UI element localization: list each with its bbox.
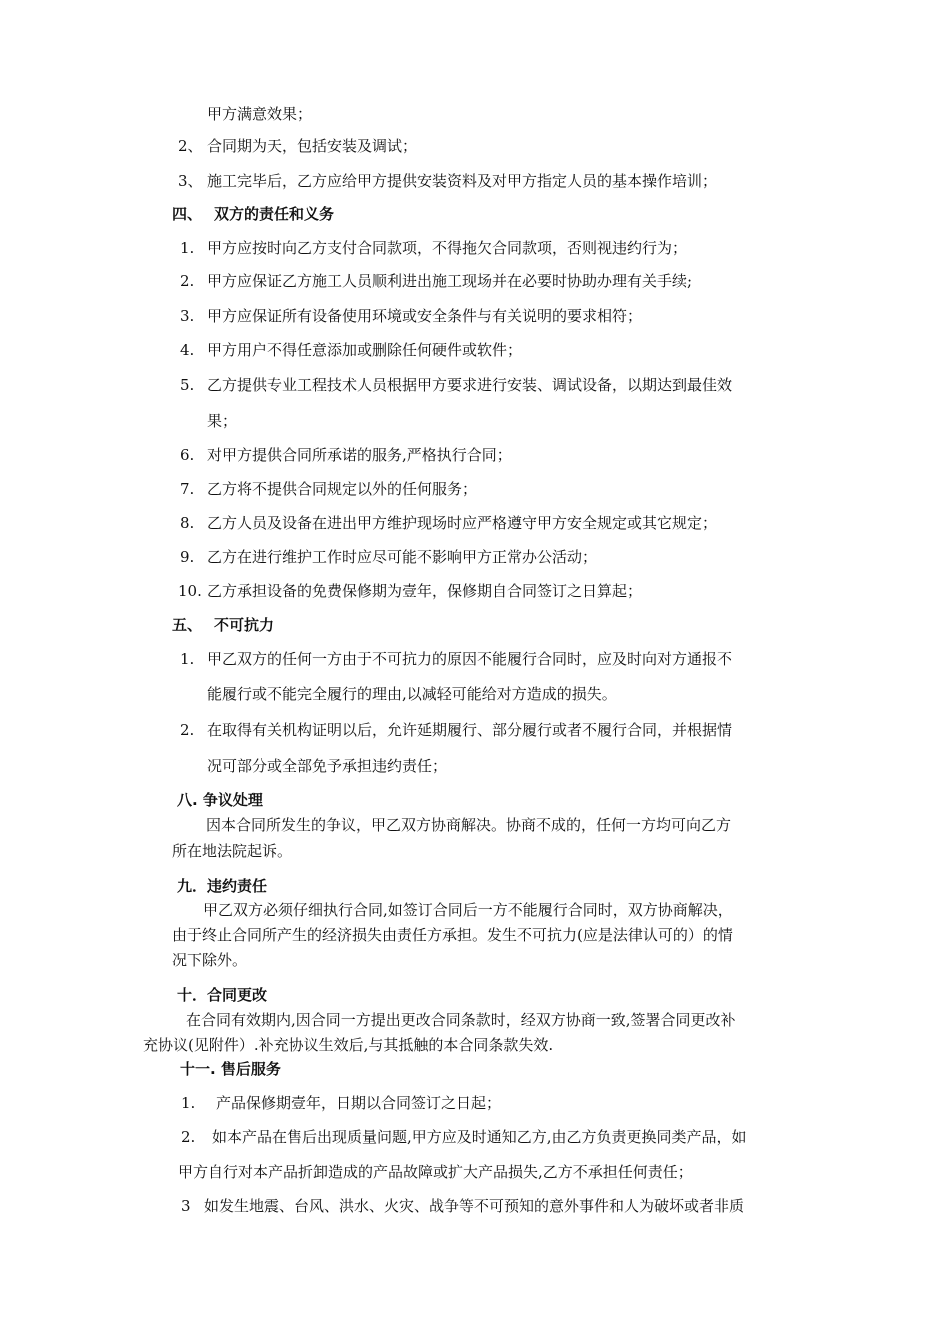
list-item-text: 乙方人员及设备在进出甲方维护现场时应严格遵守甲方安全规定或其它规定； — [207, 514, 718, 532]
list-item-text: 对甲方提供合同所承诺的服务,严格执行合同； — [207, 446, 512, 464]
paragraph-line: 甲乙双方必须仔细执行合同,如签订合同后一方不能履行合同时，双方协商解决， — [203, 901, 733, 919]
paragraph-line: 所在地法院起诉。 — [172, 842, 293, 860]
list-item-continuation: 果； — [207, 412, 238, 430]
list-item-text: 如发生地震、台风、洪水、火灾、战争等不可预知的意外事件和人为破坏或者非质 — [204, 1197, 745, 1215]
list-item-text: 甲乙双方的任何一方由于不可抗力的原因不能履行合同时，应及时向对方通报不 — [207, 650, 733, 668]
list-item-text: 甲方应按时向乙方支付合同款项，不得拖欠合同款项，否则视违约行为； — [207, 239, 688, 257]
list-item-text: 在取得有关机构证明以后，允许延期履行、部分履行或者不履行合同，并根据情 — [207, 721, 733, 739]
section-heading-9: 九．违约责任 — [177, 877, 268, 895]
list-item-text: 甲方用户不得任意添加或删除任何硬件或软件； — [207, 341, 523, 359]
list-item-number: 4. — [180, 341, 195, 359]
list-item-number: 1. — [180, 239, 195, 257]
list-item-continuation: 况可部分或全部免予承担违约责任； — [207, 757, 448, 775]
paragraph-line: 充协议(见附件）.补充协议生效后,与其抵触的本合同条款失效. — [143, 1036, 554, 1054]
list-item-number: 2. — [181, 1128, 196, 1146]
list-item-number: 2. — [180, 272, 195, 290]
list-item-text: 甲方应保证所有设备使用环境或安全条件与有关说明的要求相符； — [207, 307, 643, 325]
list-item-number: 3、 — [178, 172, 203, 190]
list-item-number: 5. — [180, 376, 195, 394]
section-title: 双方的责任和义务 — [214, 205, 335, 223]
section-number: 五、 — [172, 616, 203, 634]
section-heading-10: 十．合同更改 — [177, 986, 268, 1004]
list-item-text: 产品保修期壹年，日期以合同签订之日起； — [216, 1094, 502, 1112]
list-item-text: 乙方在进行维护工作时应尽可能不影响甲方正常办公活动； — [207, 548, 598, 566]
section-title: 不可抗力 — [214, 616, 275, 634]
list-item-text: 甲方应保证乙方施工人员顺利进出施工现场并在必要时协助办理有关手续; — [207, 272, 693, 290]
list-item-number: 8. — [180, 514, 195, 532]
list-item-number: 10. — [178, 582, 202, 600]
list-item-text: 乙方提供专业工程技术人员根据甲方要求进行安装、调试设备，以期达到最佳效 — [207, 376, 733, 394]
section-heading-11: 十一. 售后服务 — [180, 1060, 281, 1078]
list-item-number: 7. — [180, 480, 195, 498]
paragraph-line: 在合同有效期内,因合同一方提出更改合同条款时，经双方协商一致,签署合同更改补 — [186, 1011, 736, 1029]
section-heading-4 — [172, 204, 334, 224]
list-item-number: 9. — [180, 548, 195, 566]
section-heading-5 — [172, 615, 274, 635]
list-item-number: 2. — [180, 721, 195, 739]
list-item-number: 1. — [180, 650, 195, 668]
section-number: 四、 — [172, 205, 203, 223]
list-item-number: 6. — [180, 446, 195, 464]
paragraph-line: 况下除外。 — [172, 951, 248, 969]
list-item-number: 2、 — [178, 137, 203, 155]
list-item-text: 施工完毕后，乙方应给甲方提供安装资料及对甲方指定人员的基本操作培训； — [207, 172, 718, 190]
list-item-number: 1. — [181, 1094, 196, 1112]
list-item-number: 3 — [181, 1197, 191, 1215]
list-item-text: 合同期为天，包括安装及调试； — [207, 137, 418, 155]
list-item-text: 乙方将不提供合同规定以外的任何服务； — [207, 480, 478, 498]
list-item-number: 3. — [180, 307, 195, 325]
list-item-continuation: 甲方自行对本产品折卸造成的产品故障或扩大产品损失,乙方不承担任何责任； — [178, 1163, 693, 1181]
list-item-text: 如本产品在售后出现质量问题,甲方应及时通知乙方,由乙方负责更换同类产品，如 — [212, 1128, 747, 1146]
paragraph-line: 因本合同所发生的争议，甲乙双方协商解决。协商不成的，任何一方均可向乙方 — [206, 816, 732, 834]
section-heading-8: 八. 争议处理 — [177, 791, 263, 809]
list-item-text: 乙方承担设备的免费保修期为壹年，保修期自合同签订之日算起； — [207, 582, 643, 600]
intro-tail-line: 甲方满意效果； — [207, 105, 313, 123]
list-item-continuation: 能履行或不能完全履行的理由,以减轻可能给对方造成的损失。 — [207, 685, 617, 703]
paragraph-line: 由于终止合同所产生的经济损失由责任方承担。发生不可抗力(应是法律认可的）的情 — [172, 926, 733, 944]
